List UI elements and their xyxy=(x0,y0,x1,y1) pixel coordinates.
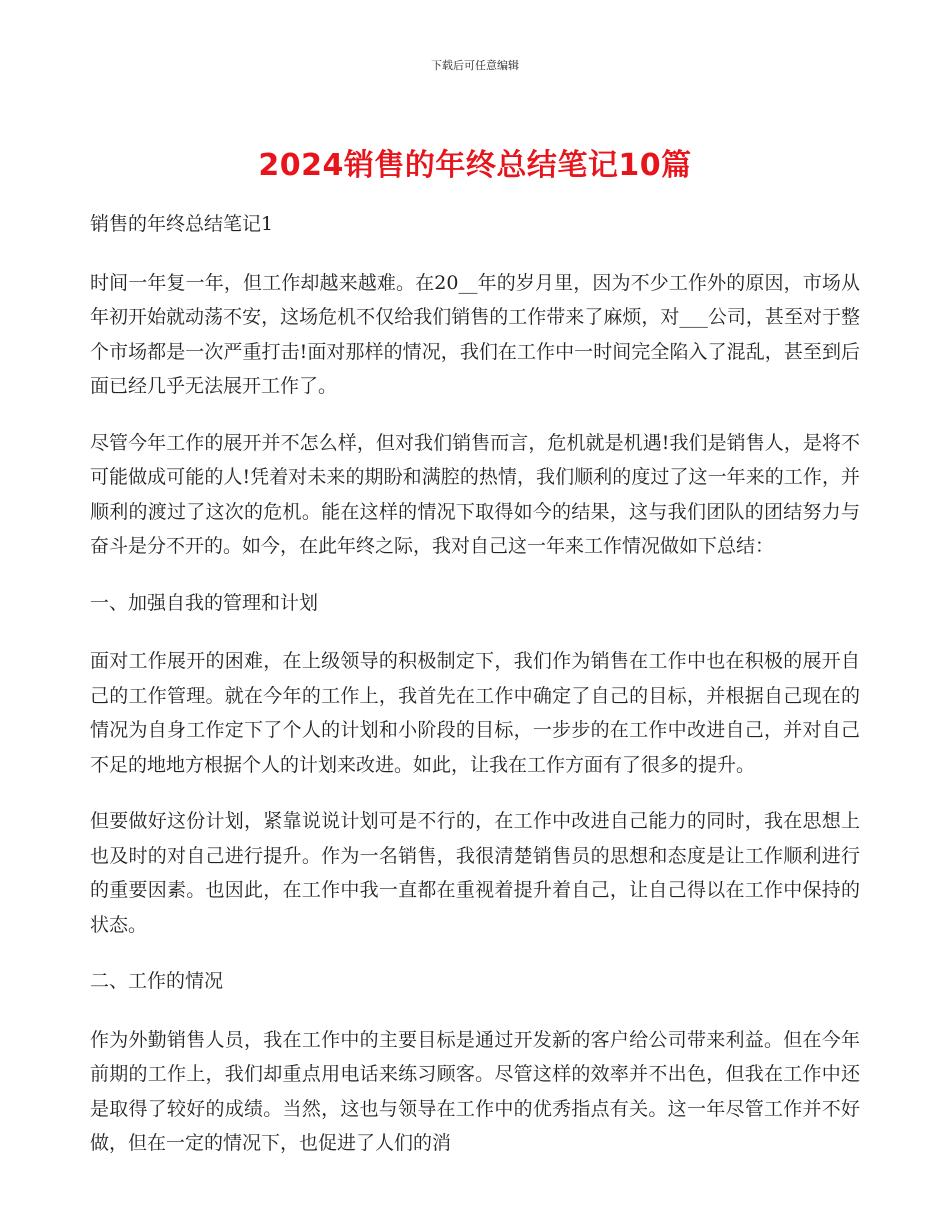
paragraph: 但要做好这份计划，紧靠说说计划可是不行的，在工作中改进自己能力的同时，我在思想上也及时的对自己进行提升。作为一名销售，我很清楚销售员的思想和态度是让工作顺利进行的重要因素。也因此，在工作中我一直都在重视着提升着自己，让自己得以在工作中保持的状态。 xyxy=(90,810,860,936)
paragraph: 尽管今年工作的展开并不怎么样，但对我们销售而言，危机就是机遇!我们是销售人，是将不可能做成可能的人!凭着对未来的期盼和满腔的热情，我们顺利的度过了这一年来的工作，并顺利的渡过了这次的危机。能在这样的情况下取得如今的结果，这与我们团队的团结努力与奋斗是分不开的。如今，在此年终之际，我对自己这一年来工作情况做如下总结： xyxy=(90,431,860,557)
paragraph: 面对工作展开的困难，在上级领导的积极制定下，我们作为销售在工作中也在积极的展开自己的工作管理。就在今年的工作上，我首先在工作中确定了自己的目标，并根据自己现在的情况为自身工作定下了个人的计划和小阶段的目标，一步步的在工作中改进自己，并对自己不足的地地方根据个人的计划来改进。如此，让我在工作方面有了很多的提升。 xyxy=(90,650,860,776)
download-note: 下载后可任意编辑 xyxy=(431,59,519,72)
paragraph: 时间一年复一年，但工作却越来越难。在20__年的岁月里，因为不少工作外的原因，市场从年初开始就动荡不安，这场危机不仅给我们销售的工作带来了麻烦，对___公司，甚至对于整个市场都是一次严重打击!面对那样的情况，我们在工作中一时间完全陷入了混乱，甚至到后面已经几乎无法展开工作了。 xyxy=(90,271,860,397)
document-title: 2024销售的年终总结笔记10篇 xyxy=(258,148,692,183)
section-heading: 一、加强自我的管理和计划 xyxy=(90,591,319,614)
section-heading: 二、工作的情况 xyxy=(90,970,224,992)
paragraph: 作为外勤销售人员，我在工作中的主要目标是通过开发新的客户给公司带来利益。但在今年前期的工作上，我们却重点用电话来练习顾客。尽管这样的效率并不出色，但我在工作中还是取得了较好的成绩。当然，这也与领导在工作中的优秀指点有关。这一年尽管工作并不好做，但在一定的情况下，也促进了人们的消 xyxy=(90,1028,860,1154)
section-subtitle: 销售的年终总结笔记1 xyxy=(90,213,274,235)
document-body xyxy=(90,207,860,1183)
